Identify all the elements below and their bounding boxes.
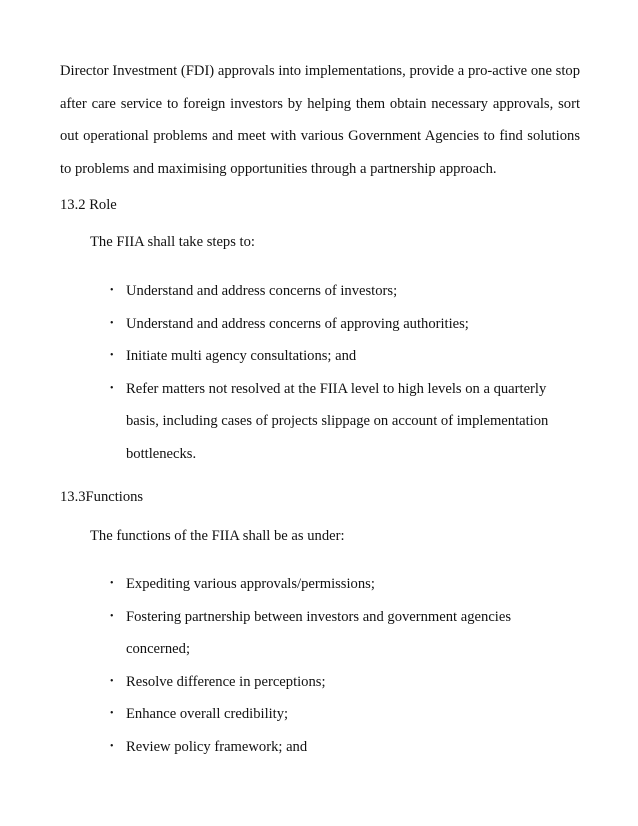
list-item-text: Expediting various approvals/permissions; [126,576,375,592]
paragraph-line: Director Investment (FDI) approvals into implementations, provide a pro-active one stop [60,63,580,79]
list-item [0,608,638,673]
list-item [0,315,638,348]
paragraph-line: after care service to foreign investors by helping them obtain necessary approvals, sort [60,95,580,112]
bullet-icon: • [110,708,114,719]
list-item-text: Fostering partnership between investors and government agencies [126,608,512,625]
list-item [0,705,638,738]
list-item-text: Understand and address concerns of investors; [126,283,398,299]
functions-intro: The functions of the FIIA shall be as under: [90,528,345,544]
bullet-icon: • [110,578,114,589]
list-item [0,738,638,771]
list-item-text: Enhance overall credibility; [126,706,289,722]
list-item-text: concerned; [126,641,191,657]
bullet-icon: • [110,350,114,361]
list-item [0,380,638,478]
bullet-icon: • [110,610,114,622]
bullet-icon: • [110,285,114,296]
list-item-text: Review policy framework; and [126,738,308,755]
paragraph-line: out operational problems and meet with various Government Agencies to find solutions [60,128,580,144]
bullet-icon: • [110,740,114,752]
body-paragraph [60,62,580,192]
bullet-icon: • [110,675,114,687]
list-item-text: bottlenecks. [126,445,197,462]
list-item-text: Resolve difference in perceptions; [126,673,326,690]
bullet-icon: • [110,317,114,329]
functions-bullet-list [0,575,638,770]
list-item [0,575,638,608]
list-item [0,673,638,706]
section-heading-role: 13.2 Role [60,197,117,213]
section-heading-functions: 13.3Functions [60,489,144,505]
list-item-text: Refer matters not resolved at the FIIA level to high levels on a quarterly [126,380,547,397]
role-bullet-list [0,282,638,477]
list-item-text: Initiate multi agency consultations; and [126,348,357,364]
list-item [0,347,638,380]
list-item-text: Understand and address concerns of approving authorities; [126,315,469,332]
list-item-text: basis, including cases of projects slippage on account of implementation [126,413,549,429]
paragraph-line: to problems and maximising opportunities through a partnership approach. [60,160,497,177]
role-intro: The FIIA shall take steps to: [90,234,255,250]
list-item [0,282,638,315]
bullet-icon: • [110,382,114,394]
